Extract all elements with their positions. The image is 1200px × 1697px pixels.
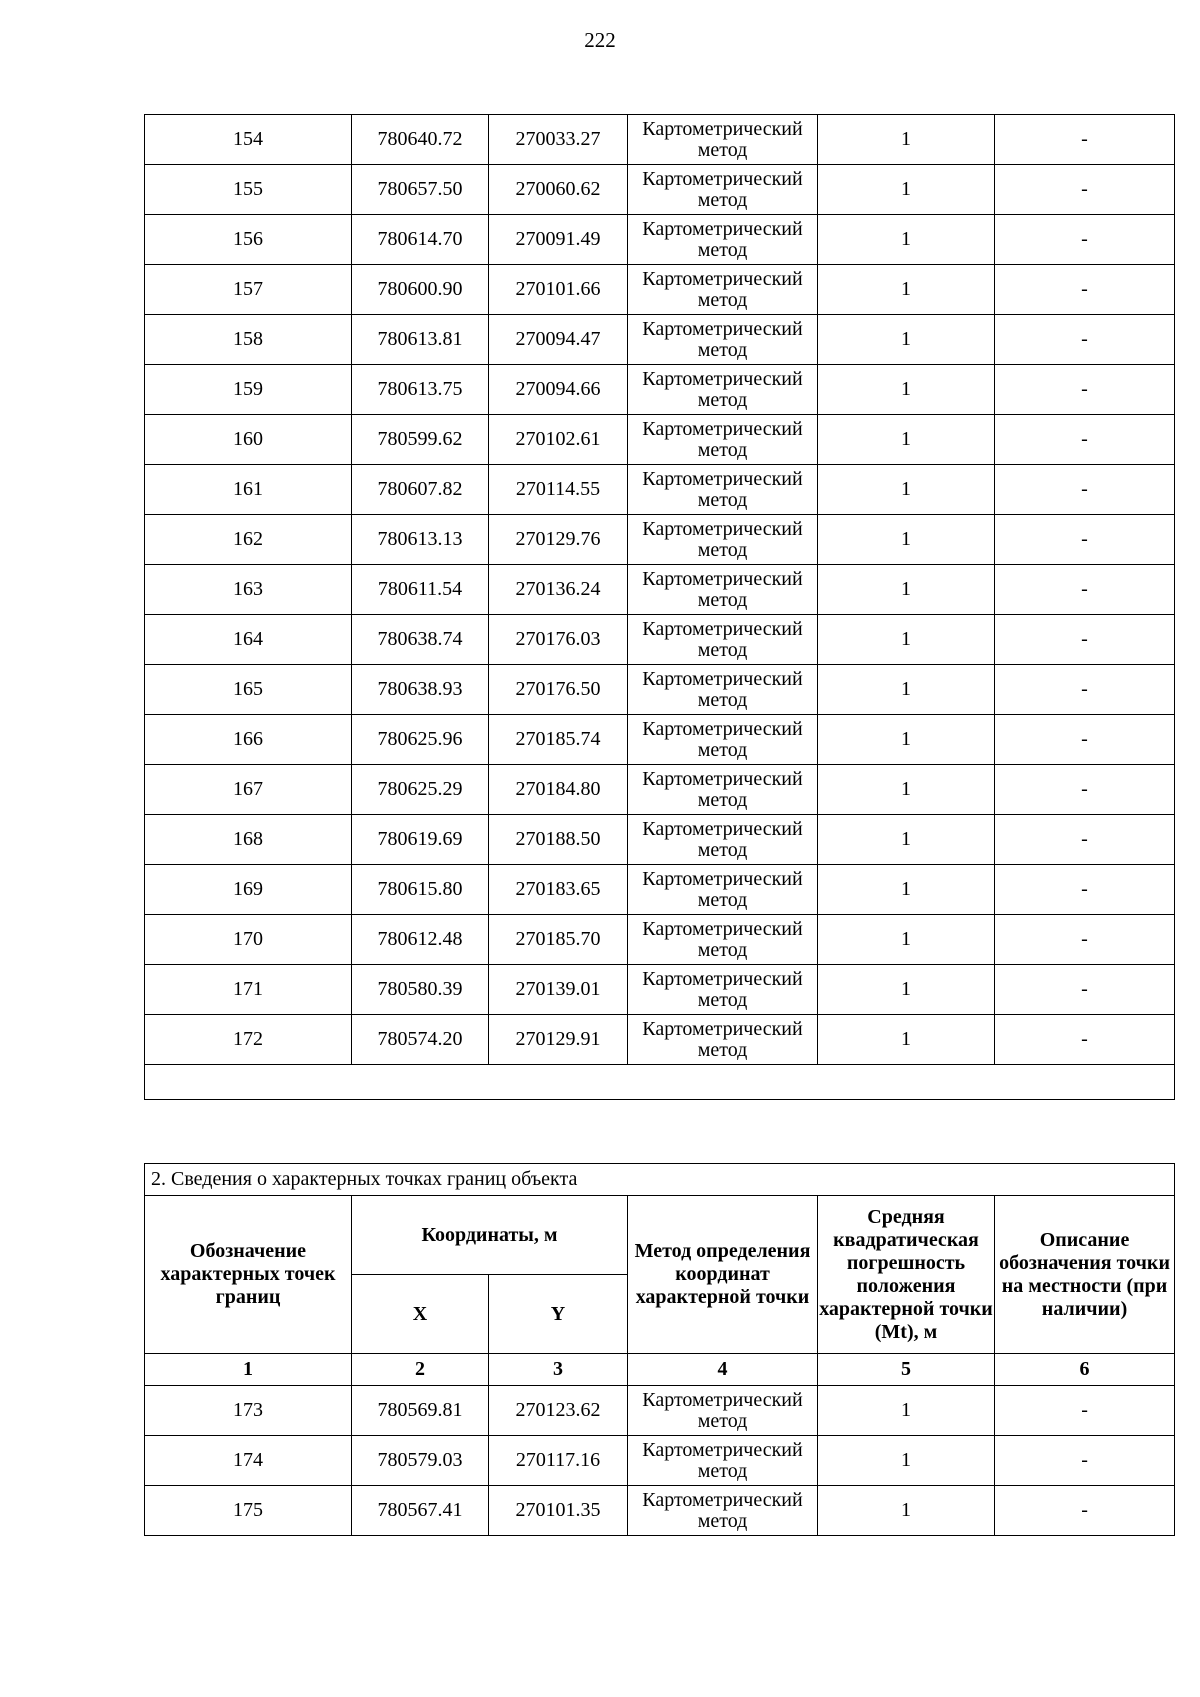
cell-y: 270114.55	[489, 465, 628, 515]
cell-y: 270129.76	[489, 515, 628, 565]
cell-y: 270136.24	[489, 565, 628, 615]
cell-mt: 1	[818, 1436, 995, 1486]
cell-desc: -	[995, 215, 1175, 265]
table-row	[145, 915, 1175, 965]
coordinates-table-body	[145, 115, 1175, 1100]
cell-desc: -	[995, 1486, 1175, 1536]
cell-x: 780569.81	[352, 1386, 489, 1436]
cell-desc: -	[995, 1386, 1175, 1436]
column-number: 1	[145, 1354, 352, 1386]
cell-mt: 1	[818, 665, 995, 715]
cell-desc: -	[995, 565, 1175, 615]
cell-x: 780607.82	[352, 465, 489, 515]
column-number: 4	[628, 1354, 818, 1386]
cell-mt: 1	[818, 1486, 995, 1536]
cell-mt: 1	[818, 565, 995, 615]
table-row	[145, 765, 1175, 815]
cell-x: 780600.90	[352, 265, 489, 315]
cell-y: 270101.66	[489, 265, 628, 315]
cell-point: 163	[145, 565, 352, 615]
table-row	[145, 715, 1175, 765]
cell-mt: 1	[818, 765, 995, 815]
cell-method: Картометрический метод	[628, 565, 818, 615]
header-method: Метод определения координат характерной точки	[628, 1196, 818, 1354]
table-row	[145, 115, 1175, 165]
table-row	[145, 415, 1175, 465]
cell-x: 780567.41	[352, 1486, 489, 1536]
cell-method: Картометрический метод	[628, 915, 818, 965]
cell-point: 174	[145, 1436, 352, 1486]
table-row	[145, 265, 1175, 315]
cell-x: 780619.69	[352, 815, 489, 865]
cell-x: 780580.39	[352, 965, 489, 1015]
cell-desc: -	[995, 1015, 1175, 1065]
cell-point: 170	[145, 915, 352, 965]
cell-y: 270094.47	[489, 315, 628, 365]
header-coords: Координаты, м	[352, 1196, 628, 1275]
cell-point: 157	[145, 265, 352, 315]
cell-x: 780612.48	[352, 915, 489, 965]
section-title-row	[145, 1164, 1175, 1196]
cell-point: 162	[145, 515, 352, 565]
cell-method: Картометрический метод	[628, 965, 818, 1015]
cell-point: 172	[145, 1015, 352, 1065]
cell-y: 270129.91	[489, 1015, 628, 1065]
cell-mt: 1	[818, 1386, 995, 1436]
cell-point: 173	[145, 1386, 352, 1436]
cell-point: 166	[145, 715, 352, 765]
cell-method: Картометрический метод	[628, 1386, 818, 1436]
coordinates-table-continued	[144, 114, 1175, 1100]
cell-y: 270188.50	[489, 815, 628, 865]
cell-method: Картометрический метод	[628, 865, 818, 915]
cell-y: 270185.74	[489, 715, 628, 765]
table-row	[145, 315, 1175, 365]
cell-desc: -	[995, 115, 1175, 165]
cell-x: 780640.72	[352, 115, 489, 165]
cell-mt: 1	[818, 615, 995, 665]
cell-y: 270139.01	[489, 965, 628, 1015]
cell-desc: -	[995, 465, 1175, 515]
cell-desc: -	[995, 615, 1175, 665]
cell-y: 270183.65	[489, 865, 628, 915]
cell-method: Картометрический метод	[628, 515, 818, 565]
page-number: 222	[584, 28, 616, 52]
cell-point: 158	[145, 315, 352, 365]
cell-desc: -	[995, 915, 1175, 965]
cell-method: Картометрический метод	[628, 1486, 818, 1536]
table-row	[145, 965, 1175, 1015]
cell-mt: 1	[818, 1015, 995, 1065]
cell-mt: 1	[818, 215, 995, 265]
cell-x: 780614.70	[352, 215, 489, 265]
table-row	[145, 615, 1175, 665]
cell-y: 270102.61	[489, 415, 628, 465]
cell-mt: 1	[818, 865, 995, 915]
header-desc: Описание обозначения точки на местности (при наличии)	[995, 1196, 1175, 1354]
cell-point: 160	[145, 415, 352, 465]
cell-y: 270033.27	[489, 115, 628, 165]
cell-x: 780574.20	[352, 1015, 489, 1065]
cell-mt: 1	[818, 315, 995, 365]
cell-method: Картометрический метод	[628, 765, 818, 815]
cell-desc: -	[995, 265, 1175, 315]
table-row	[145, 815, 1175, 865]
cell-desc: -	[995, 665, 1175, 715]
cell-y: 270101.35	[489, 1486, 628, 1536]
column-number: 6	[995, 1354, 1175, 1386]
cell-point: 156	[145, 215, 352, 265]
cell-x: 780611.54	[352, 565, 489, 615]
cell-point: 155	[145, 165, 352, 215]
cell-mt: 1	[818, 915, 995, 965]
cell-mt: 1	[818, 715, 995, 765]
cell-desc: -	[995, 365, 1175, 415]
table-row	[145, 1486, 1175, 1536]
cell-desc: -	[995, 765, 1175, 815]
cell-point: 154	[145, 115, 352, 165]
cell-point: 175	[145, 1486, 352, 1536]
table-row	[145, 665, 1175, 715]
column-number: 2	[352, 1354, 489, 1386]
cell-x: 780613.13	[352, 515, 489, 565]
cell-x: 780657.50	[352, 165, 489, 215]
table-row	[145, 565, 1175, 615]
cell-desc: -	[995, 165, 1175, 215]
table-row	[145, 865, 1175, 915]
cell-y: 270176.50	[489, 665, 628, 715]
cell-x: 780615.80	[352, 865, 489, 915]
header-x: X	[352, 1275, 489, 1354]
cell-y: 270176.03	[489, 615, 628, 665]
cell-x: 780638.93	[352, 665, 489, 715]
cell-mt: 1	[818, 415, 995, 465]
cell-x: 780613.75	[352, 365, 489, 415]
cell-desc: -	[995, 315, 1175, 365]
cell-method: Картометрический метод	[628, 165, 818, 215]
cell-mt: 1	[818, 365, 995, 415]
cell-y: 270185.70	[489, 915, 628, 965]
boundary-points-table	[144, 1163, 1175, 1536]
cell-desc: -	[995, 865, 1175, 915]
table-row	[145, 1386, 1175, 1436]
table-row	[145, 1015, 1175, 1065]
cell-point: 169	[145, 865, 352, 915]
cell-x: 780625.29	[352, 765, 489, 815]
header-point: Обозначение характерных точек границ	[145, 1196, 352, 1354]
cell-y: 270123.62	[489, 1386, 628, 1436]
cell-method: Картометрический метод	[628, 1436, 818, 1486]
cell-y: 270091.49	[489, 215, 628, 265]
cell-method: Картометрический метод	[628, 665, 818, 715]
cell-method: Картометрический метод	[628, 215, 818, 265]
cell-method: Картометрический метод	[628, 265, 818, 315]
cell-y: 270117.16	[489, 1436, 628, 1486]
cell-mt: 1	[818, 165, 995, 215]
cell-desc: -	[995, 815, 1175, 865]
cell-desc: -	[995, 965, 1175, 1015]
cell-desc: -	[995, 415, 1175, 465]
cell-mt: 1	[818, 465, 995, 515]
cell-x: 780625.96	[352, 715, 489, 765]
cell-point: 159	[145, 365, 352, 415]
section-title: 2. Сведения о характерных точках границ объекта	[145, 1164, 1175, 1196]
cell-point: 165	[145, 665, 352, 715]
cell-method: Картометрический метод	[628, 365, 818, 415]
cell-method: Картометрический метод	[628, 815, 818, 865]
empty-cell	[145, 1065, 1175, 1100]
cell-method: Картометрический метод	[628, 415, 818, 465]
header-mt: Средняя квадратическая погрешность положения характерной точки (Mt), м	[818, 1196, 995, 1354]
cell-x: 780599.62	[352, 415, 489, 465]
cell-mt: 1	[818, 265, 995, 315]
cell-point: 164	[145, 615, 352, 665]
cell-mt: 1	[818, 515, 995, 565]
cell-desc: -	[995, 715, 1175, 765]
column-number: 5	[818, 1354, 995, 1386]
table-row	[145, 215, 1175, 265]
cell-desc: -	[995, 515, 1175, 565]
cell-method: Картометрический метод	[628, 465, 818, 515]
empty-row	[145, 1065, 1175, 1100]
header-y: Y	[489, 1275, 628, 1354]
cell-point: 168	[145, 815, 352, 865]
cell-method: Картометрический метод	[628, 715, 818, 765]
header-row	[145, 1196, 1175, 1275]
cell-point: 167	[145, 765, 352, 815]
table-row	[145, 165, 1175, 215]
cell-x: 780638.74	[352, 615, 489, 665]
cell-mt: 1	[818, 815, 995, 865]
cell-mt: 1	[818, 115, 995, 165]
cell-y: 270184.80	[489, 765, 628, 815]
cell-y: 270094.66	[489, 365, 628, 415]
table-row	[145, 515, 1175, 565]
cell-point: 161	[145, 465, 352, 515]
column-number: 3	[489, 1354, 628, 1386]
cell-desc: -	[995, 1436, 1175, 1486]
cell-method: Картометрический метод	[628, 315, 818, 365]
table-row	[145, 1436, 1175, 1486]
cell-method: Картометрический метод	[628, 615, 818, 665]
table-row	[145, 365, 1175, 415]
cell-method: Картометрический метод	[628, 115, 818, 165]
cell-x: 780613.81	[352, 315, 489, 365]
cell-method: Картометрический метод	[628, 1015, 818, 1065]
cell-point: 171	[145, 965, 352, 1015]
cell-mt: 1	[818, 965, 995, 1015]
column-number-row	[145, 1354, 1175, 1386]
cell-x: 780579.03	[352, 1436, 489, 1486]
cell-y: 270060.62	[489, 165, 628, 215]
table-row	[145, 465, 1175, 515]
boundary-points-table-body	[145, 1386, 1175, 1536]
